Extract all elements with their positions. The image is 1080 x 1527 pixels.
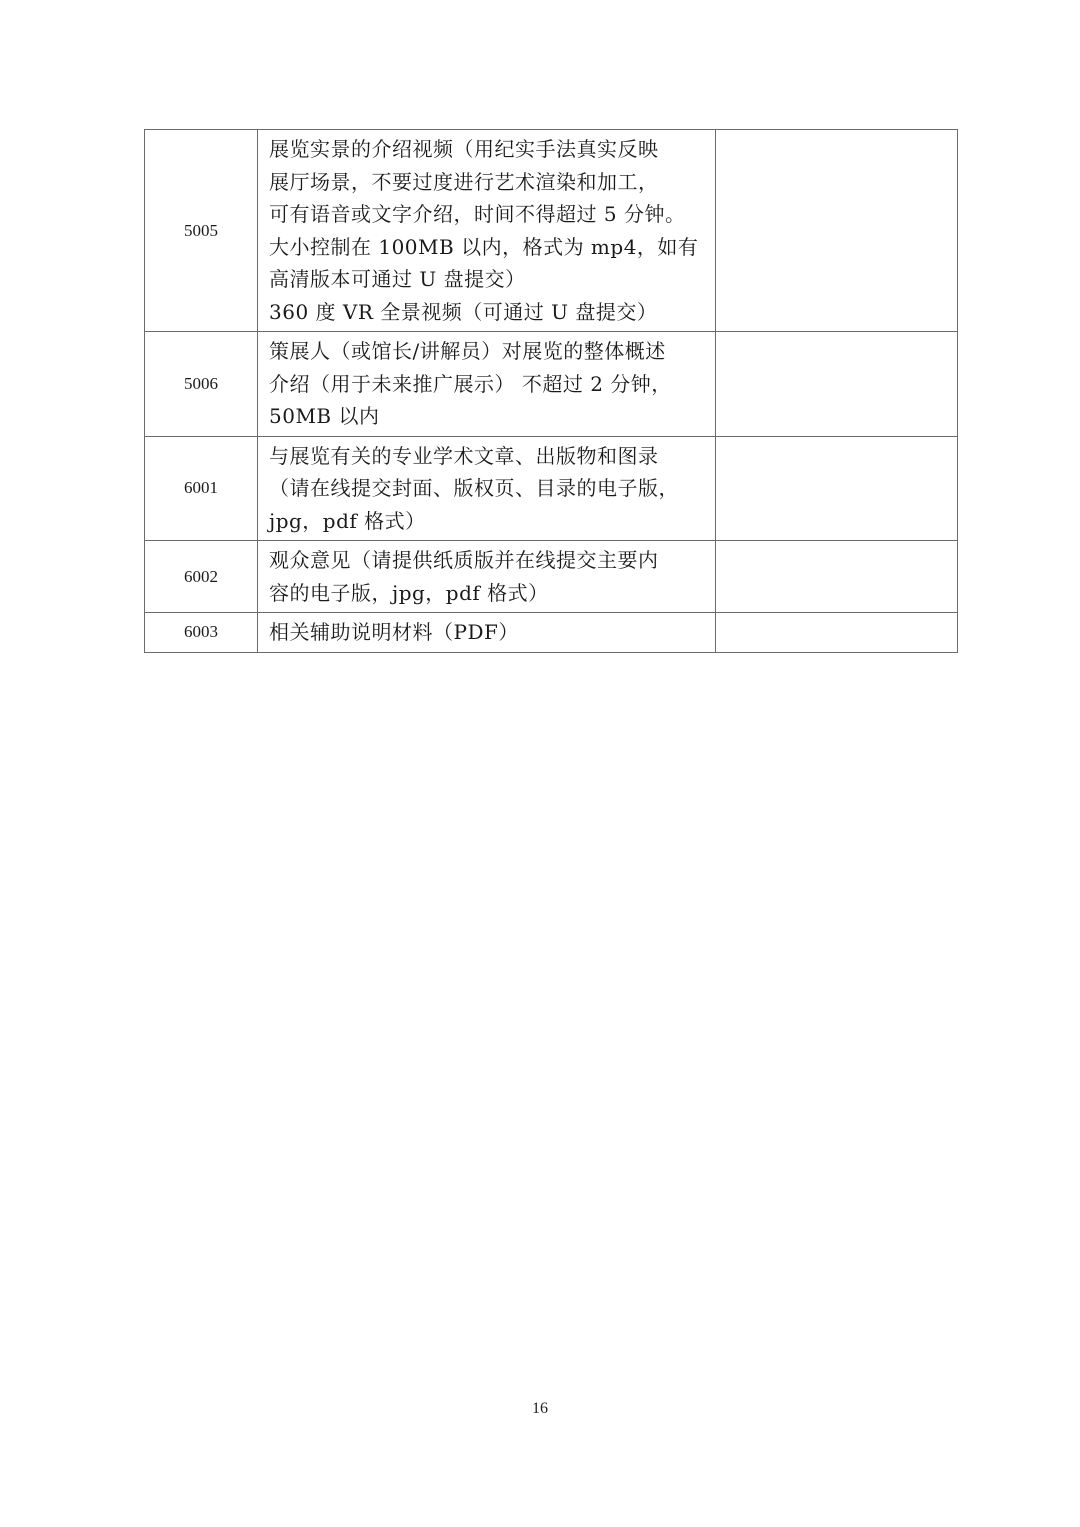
- item-code: 6001: [145, 436, 258, 541]
- description-line: 与展览有关的专业学术文章、出版物和图录: [269, 443, 659, 468]
- item-code: 5006: [145, 332, 258, 437]
- item-description: [258, 130, 716, 332]
- remark-cell: [716, 332, 958, 437]
- description-line: （请在线提交封面、版权页、目录的电子版，: [269, 476, 679, 500]
- table-row: [145, 541, 958, 613]
- description-line: 大小控制在 100MB 以内，格式为 mp4，如有: [269, 234, 699, 259]
- description-line: 360 度 VR 全景视频（可通过 U 盘提交）: [269, 299, 658, 324]
- description-line: 展厅场景，不要过度进行艺术渲染和加工，: [269, 169, 659, 194]
- item-description: [258, 613, 716, 653]
- description-line: 介绍（用于未来推广展示） 不超过 2 分钟，: [269, 371, 672, 396]
- item-code: 6003: [145, 613, 258, 653]
- description-line: jpg，pdf 格式）: [269, 508, 426, 533]
- remark-cell: [716, 436, 958, 541]
- table-row: [145, 130, 958, 332]
- item-description: [258, 436, 716, 541]
- description-line: 可有语音或文字介绍，时间不得超过 5 分钟。: [269, 202, 686, 226]
- description-line: 展览实景的介绍视频（用纪实手法真实反映: [269, 137, 659, 161]
- description-line: 容的电子版，jpg，pdf 格式）: [269, 580, 549, 605]
- description-line: 策展人（或馆长/讲解员）对展览的整体概述: [269, 339, 666, 363]
- remark-cell: [716, 613, 958, 653]
- table-row: [145, 436, 958, 541]
- item-description: [258, 541, 716, 613]
- page-number: 16: [532, 1400, 548, 1417]
- description-line: 观众意见（请提供纸质版并在线提交主要内: [269, 548, 659, 572]
- item-description: [258, 332, 716, 437]
- materials-table: [144, 129, 958, 653]
- description-line: 50MB 以内: [269, 404, 380, 428]
- remark-cell: [716, 541, 958, 613]
- item-code: 6002: [145, 541, 258, 613]
- item-code: 5005: [145, 130, 258, 332]
- table-row: [145, 332, 958, 437]
- description-line: 高清版本可通过 U 盘提交）: [269, 267, 526, 291]
- remark-cell: [716, 130, 958, 332]
- table-row: [145, 613, 958, 653]
- description-line: 相关辅助说明材料（PDF）: [269, 620, 519, 644]
